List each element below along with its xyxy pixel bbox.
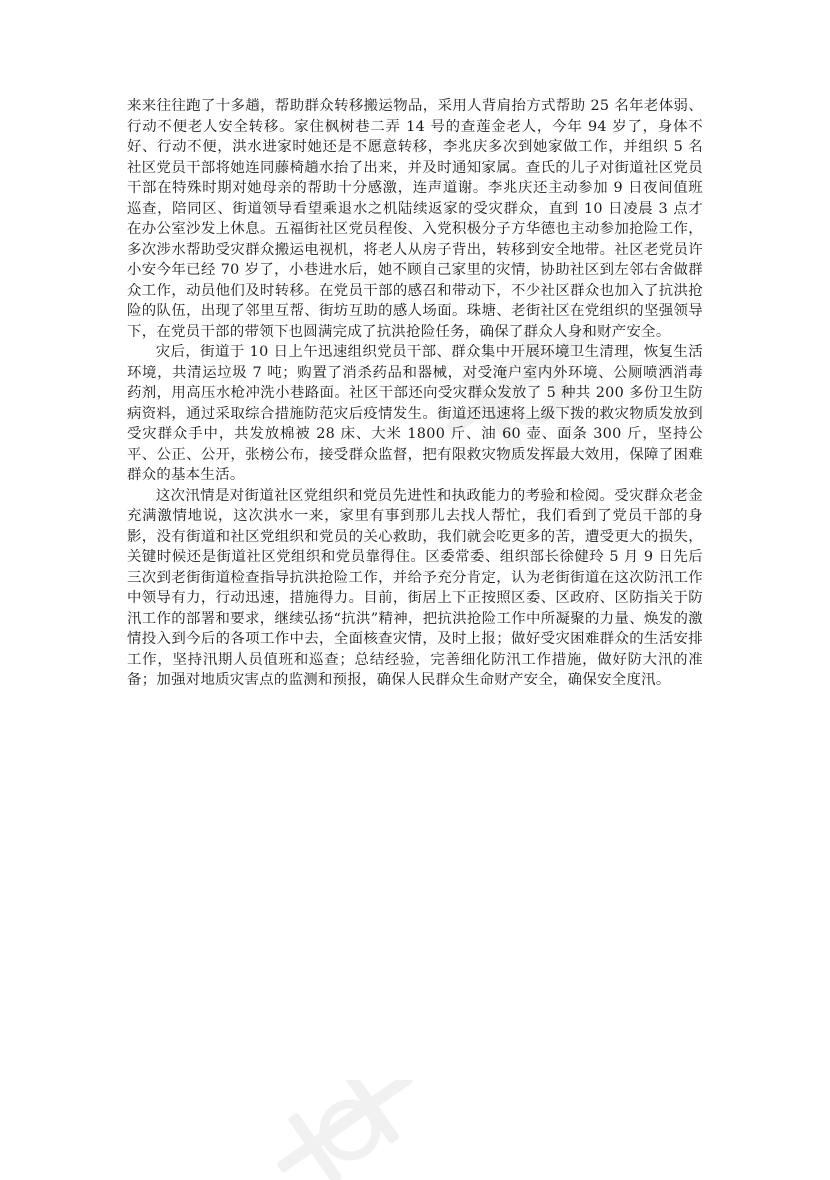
watermark-logo <box>250 1080 450 1180</box>
paragraph: 来来往往跑了十多趟，帮助群众转移搬运物品，采用人背肩抬方式帮助 25 名年老体弱、行动不便老人安全转移。家住枫树巷二弄 14 号的查莲金老人，今年 94 岁了，身体不好、行动不便，洪水进家时她还是不愿意转移，李兆庆多次到她家做工作，并组织 5 名社区党员干部将她连同藤椅趟水抬了出来，并及时通知家属。查氏的儿子对街道社区党员干部在特殊时期对她母亲的帮助十分感激，连声道谢。李兆庆还主动参加 9 日夜间值班巡查，陪同区、街道领导看望乘退水之机陆续返家的受灾群众，直到 10 日凌晨 3 点才在办公室沙发上休息。五福街社区党员程俊、入党积极分子方华德也主动参加抢险工作，多次涉水帮助受灾群众搬运电视机，将老人从房子背出，转移到安全地带。社区老党员许小安今年已经 70 岁了，小巷进水后，她不顾自己家里的灾情，协助社区到左邻右舍做群众工作，动员他们及时转移。在党员干部的感召和带动下，不少社区群众也加入了抗洪抢险的队伍，出现了邻里互帮、街坊互助的感人场面。珠塘、老街社区在党组织的坚强领导下，在党员干部的带领下也圆满完成了抗洪抢险任务，确保了群众人身和财产安全。 <box>127 98 703 340</box>
paragraph: 灾后，街道于 10 日上午迅速组织党员干部、群众集中开展环境卫生清理，恢复生活环境，共清运垃圾 7 吨；购置了消杀药品和器械，对受淹户室内外环境、公厕喷洒消毒药剂，用高压水枪冲洗小巷路面。社区干部还向受灾群众发放了 5 种共 200 多份卫生防病资料，通过采取综合措施防范灾后疫情发生。街道还迅速将上级下拨的救灾物质发放到受灾群众手中，共发放棉被 28 床、大米 1800 斤、油 60 壶、面条 300 斤，坚持公平、公正、公开，张榜公布，接受群众监督，把有限救灾物质发挥最大效用，保障了困难群众的基本生活。 <box>127 344 703 483</box>
document-body <box>127 96 703 691</box>
paragraph: 这次汛情是对街道社区党组织和党员先进性和执政能力的考验和检阅。受灾群众老金充满激情地说，这次洪水一来，家里有事到那儿去找人帮忙，我们看到了党员干部的身影，没有街道和社区党组织和党员的关心救助，我们就会吃更多的苦，遭受更大的损失，关键时候还是街道社区党组织和党员靠得住。区委常委、组织部长徐健玲 5 月 9 日先后三次到老街街道检查指导抗洪抢险工作，并给予充分肯定，认为老街街道在这次防汛工作中领导有力，行动迅速，措施得力。目前，街居上下正按照区委、区政府、区防指关于防汛工作的部署和要求，继续弘扬“抗洪”精神，把抗洪抢险工作中所凝聚的力量、焕发的激情投入到今后的各项工作中去，全面核查灾情，及时上报；做好受灾困难群众的生活安排工作，坚持汛期人员值班和巡查；总结经验，完善细化防汛工作措施，做好防大汛的准备；加强对地质灾害点的监测和预报，确保人民群众生命财产安全，确保安全度汛。 <box>127 487 703 688</box>
